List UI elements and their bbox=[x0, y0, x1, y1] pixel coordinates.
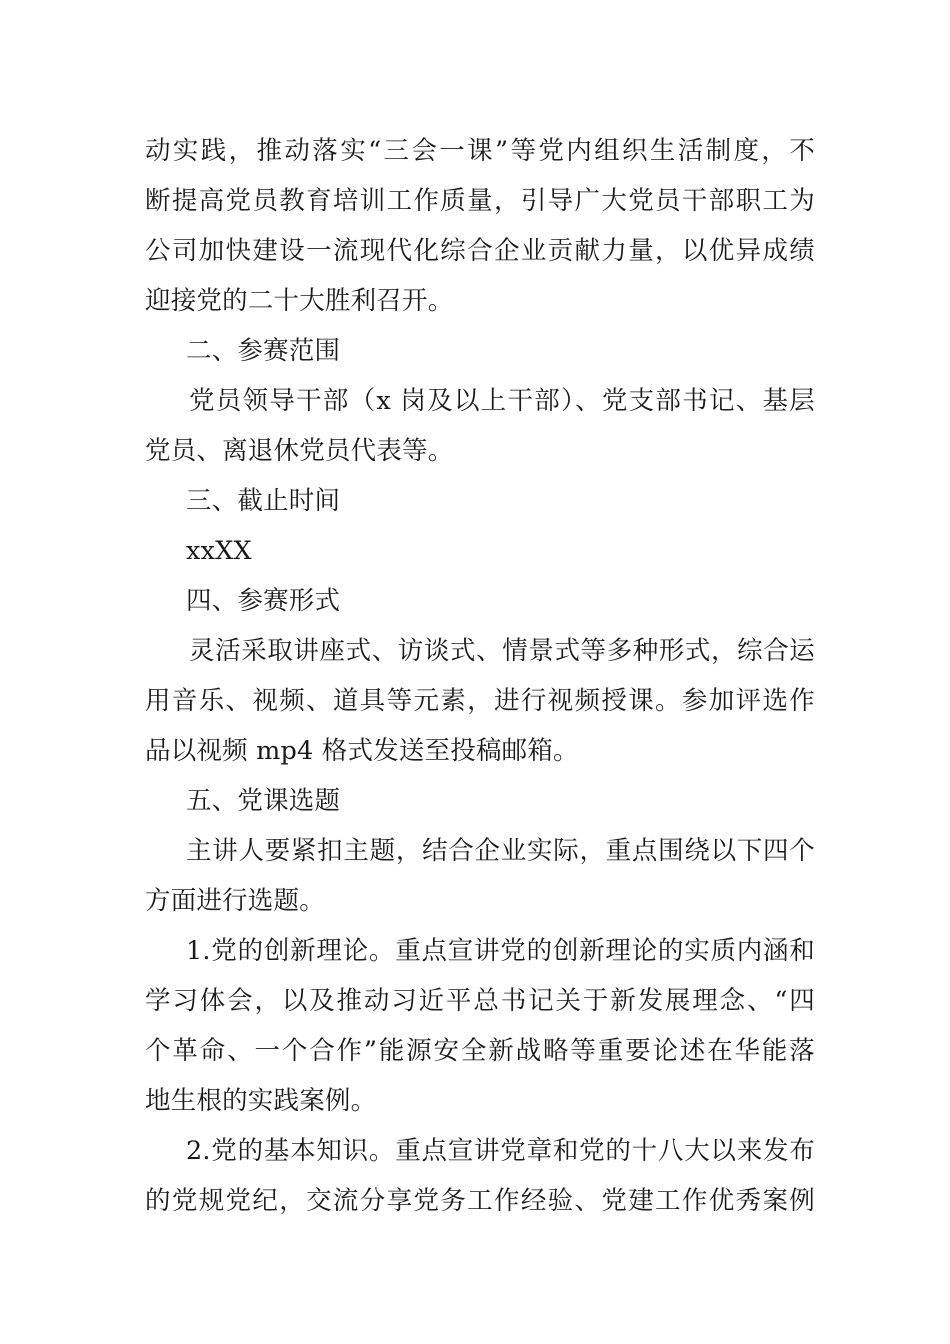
body-text-line: 迎接党的二十大胜利召开。 bbox=[145, 286, 454, 316]
numbered-item-line: 2.党的基本知识。重点宣讲党章和党的十八大以来发布 bbox=[186, 1136, 815, 1166]
body-text-line: 个革命、一个合作”能源安全新战略等重要论述在华能落 bbox=[145, 1036, 815, 1066]
body-text-line: xxXX bbox=[186, 536, 252, 566]
section-heading: 二、参赛范围 bbox=[186, 336, 341, 366]
body-text-line: 主讲人要紧扣主题，结合企业实际，重点围绕以下四个 bbox=[186, 836, 815, 866]
section-heading: 四、参赛形式 bbox=[186, 586, 341, 616]
body-text-line: 品以视频 mp4 格式发送至投稿邮箱。 bbox=[145, 736, 579, 766]
body-text-line: 公司加快建设一流现代化综合企业贡献力量，以优异成绩 bbox=[145, 236, 815, 266]
body-text-line: 党员领导干部（x 岗及以上干部）、党支部书记、基层 bbox=[189, 386, 815, 416]
body-text-line: 方面进行选题。 bbox=[145, 886, 325, 916]
body-text-line: 的党规党纪，交流分享党务工作经验、党建工作优秀案例 bbox=[145, 1186, 815, 1216]
body-text-line: 断提高党员教育培训工作质量，引导广大党员干部职工为 bbox=[145, 186, 815, 216]
body-text-line: 地生根的实践案例。 bbox=[145, 1086, 377, 1116]
body-text-line: 动实践，推动落实“三会一课”等党内组织生活制度，不 bbox=[145, 136, 815, 166]
body-text-line: 用音乐、视频、道具等元素，进行视频授课。参加评选作 bbox=[145, 686, 815, 716]
numbered-item-line: 1.党的创新理论。重点宣讲党的创新理论的实质内涵和 bbox=[186, 936, 815, 966]
section-heading: 五、党课选题 bbox=[186, 786, 341, 816]
body-text-line: 灵活采取讲座式、访谈式、情景式等多种形式，综合运 bbox=[189, 636, 815, 666]
body-text-line: 党员、离退休党员代表等。 bbox=[145, 436, 454, 466]
section-heading: 三、截止时间 bbox=[186, 486, 341, 516]
body-text-line: 学习体会，以及推动习近平总书记关于新发展理念、“四 bbox=[145, 986, 815, 1016]
